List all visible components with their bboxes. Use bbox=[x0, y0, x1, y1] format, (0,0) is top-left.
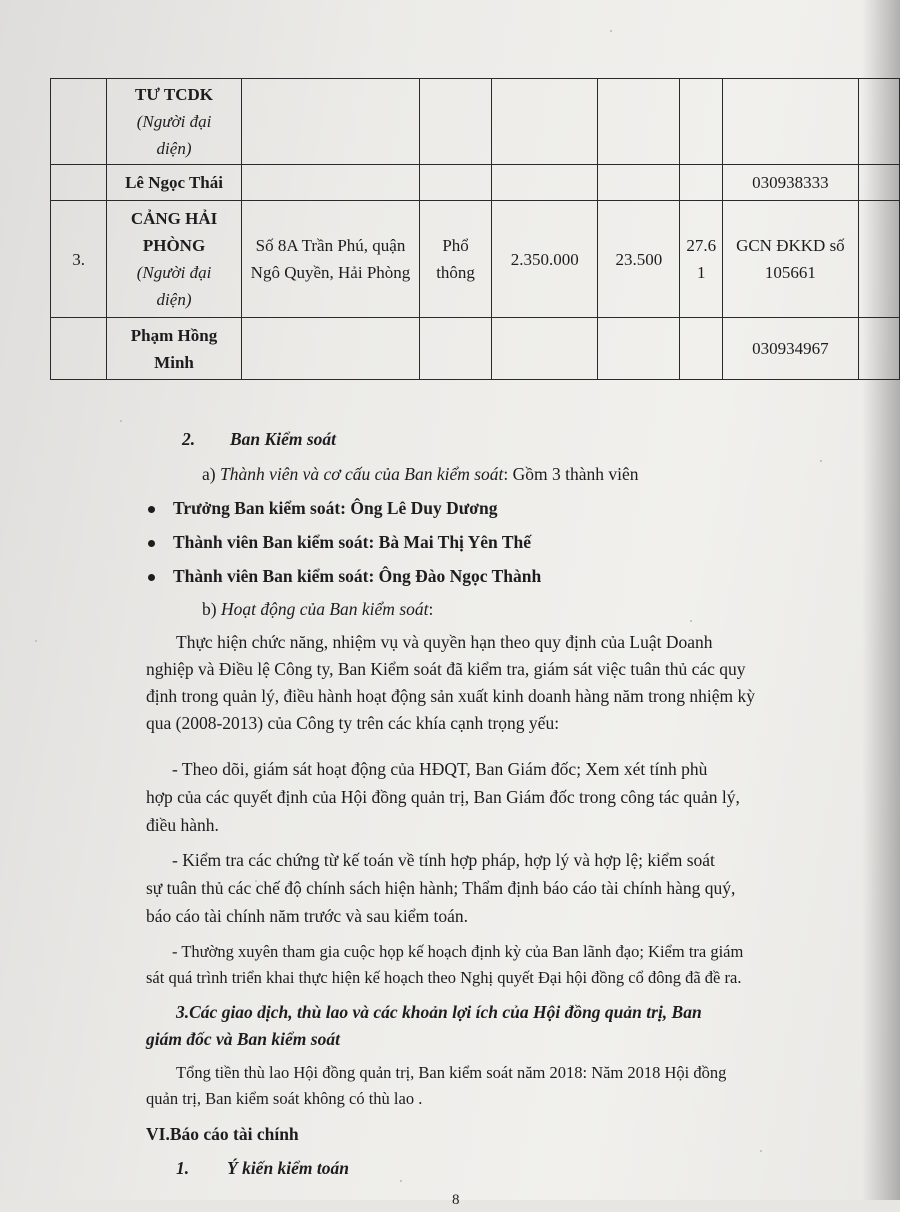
bullet-icon bbox=[148, 506, 155, 513]
intro-line: Thực hiện chức năng, nhiệm vụ và quyền hạn theo quy định của Luật Doanh bbox=[176, 632, 713, 652]
name-line: Minh bbox=[154, 352, 194, 372]
duty-line: - Theo dõi, giám sát hoạt động của HĐQT, Ban Giám đốc; Xem xét tính phù bbox=[172, 759, 708, 779]
section6-title: VI.Báo cáo tài chính bbox=[146, 1124, 299, 1144]
subsection-a bbox=[202, 462, 639, 486]
subsection-a-text: : Gồm 3 thành viên bbox=[503, 464, 639, 484]
value-cell bbox=[598, 79, 680, 165]
duty-line: sự tuân thủ các chế độ chính sách hiện hành; Thẩm định báo cáo tài chính hàng quý, bbox=[146, 878, 736, 898]
address-cell bbox=[241, 79, 419, 165]
name-line: diện) bbox=[156, 290, 192, 309]
address-cell: Số 8A Trần Phú, quận Ngô Quyền, Hải Phòng bbox=[241, 201, 419, 318]
intro-line: nghiệp và Điều lệ Công ty, Ban Kiểm soát đã kiểm tra, giám sát việc tuân thủ các quy bbox=[146, 659, 746, 679]
name-line: Lê Ngọc Thái bbox=[125, 173, 223, 192]
shares-cell bbox=[491, 79, 598, 165]
percent-cell bbox=[680, 79, 723, 165]
section6-sub-title: Ý kiến kiểm toán bbox=[227, 1158, 350, 1178]
subsection-b bbox=[202, 597, 433, 621]
table-row bbox=[51, 201, 900, 318]
percent-cell bbox=[680, 165, 723, 201]
name-line: PHÒNG bbox=[142, 236, 206, 255]
table-row bbox=[51, 165, 900, 201]
empty-cell bbox=[858, 165, 899, 201]
shareholder-name bbox=[107, 165, 242, 201]
duty-line: sát quá trình triển khai thực hiện kế hoạch theo Nghị quyết Đại hội đồng cổ đông đã đề ra. bbox=[146, 968, 742, 987]
intro-line: định trong quản lý, điều hành hoạt động sản xuất kinh doanh hàng năm trong nhiệm kỳ bbox=[146, 686, 755, 706]
address-cell bbox=[241, 318, 419, 380]
section6-sub-number: 1. bbox=[176, 1158, 190, 1178]
row-number bbox=[51, 79, 107, 165]
document-cell: 030934967 bbox=[723, 318, 858, 380]
shareholder-table bbox=[50, 78, 900, 380]
value-cell: 23.500 bbox=[598, 201, 680, 318]
shares-cell bbox=[491, 165, 598, 201]
empty-cell bbox=[858, 201, 899, 318]
bullet-icon bbox=[148, 574, 155, 581]
section2-title: Ban Kiểm soát bbox=[230, 429, 336, 449]
subsection-a-label: a) bbox=[202, 464, 216, 484]
duty-line: - Kiểm tra các chứng từ kế toán về tính hợp pháp, hợp lý và hợp lệ; kiểm soát bbox=[172, 850, 715, 870]
member-item: Thành viên Ban kiểm soát: Bà Mai Thị Yên Thế bbox=[148, 530, 531, 554]
name-line: (Người đại bbox=[136, 112, 212, 131]
shareholder-name bbox=[107, 201, 242, 318]
bullet-icon bbox=[148, 540, 155, 547]
share-type-cell bbox=[420, 79, 492, 165]
name-line: CẢNG HẢI bbox=[130, 209, 218, 228]
table-row bbox=[51, 318, 900, 380]
duty-line: - Thường xuyên tham gia cuộc họp kế hoạch định kỳ của Ban lãnh đạo; Kiểm tra giám bbox=[172, 942, 744, 961]
percent-cell: 27.6 1 bbox=[680, 201, 723, 318]
value-cell bbox=[598, 165, 680, 201]
duty-line: điều hành. bbox=[146, 815, 219, 835]
section2-number: 2. bbox=[182, 429, 196, 449]
intro-line: qua (2008-2013) của Công ty trên các khía cạnh trọng yếu: bbox=[146, 713, 560, 733]
row-number bbox=[51, 165, 107, 201]
subsection-b-label: b) bbox=[202, 599, 217, 619]
name-line: diện) bbox=[156, 139, 192, 158]
row-number: 3. bbox=[51, 201, 107, 318]
subsection-a-heading: Thành viên và cơ cấu của Ban kiểm soát bbox=[219, 464, 504, 484]
member-item: Thành viên Ban kiểm soát: Ông Đào Ngọc Thành bbox=[148, 564, 541, 588]
shares-cell: 2.350.000 bbox=[491, 201, 598, 318]
shares-cell bbox=[491, 318, 598, 380]
percent-cell bbox=[680, 318, 723, 380]
member-item: Trưởng Ban kiểm soát: Ông Lê Duy Dương bbox=[148, 496, 497, 520]
subsection-b-text: : bbox=[428, 599, 434, 619]
duty-line: hợp của các quyết định của Hội đồng quản trị, Ban Giám đốc trong công tác quản lý, bbox=[146, 787, 740, 807]
section3-title: 3.Các giao dịch, thù lao và các khoản lợi ích của Hội đồng quản trị, Ban bbox=[176, 1002, 702, 1022]
value-cell bbox=[598, 318, 680, 380]
shareholder-name bbox=[107, 79, 242, 165]
section3-body: Tổng tiền thù lao Hội đồng quản trị, Ban kiểm soát năm 2018: Năm 2018 Hội đồng bbox=[176, 1063, 727, 1082]
share-type-cell bbox=[420, 165, 492, 201]
document-cell: 030938333 bbox=[723, 165, 858, 201]
duty-line: báo cáo tài chính năm trước và sau kiểm toán. bbox=[146, 906, 468, 926]
section3-title: giám đốc và Ban kiểm soát bbox=[146, 1029, 340, 1049]
page-number: 8 bbox=[452, 1192, 460, 1208]
name-line: Phạm Hồng bbox=[130, 325, 218, 345]
share-type-cell bbox=[420, 318, 492, 380]
row-number bbox=[51, 318, 107, 380]
name-line: TƯ TCDK bbox=[135, 85, 213, 104]
address-cell bbox=[241, 165, 419, 201]
document-cell bbox=[723, 79, 858, 165]
shareholder-name bbox=[107, 318, 242, 380]
document-cell: GCN ĐKKD số 105661 bbox=[723, 201, 858, 318]
share-type-cell: Phổ thông bbox=[420, 201, 492, 318]
name-line: (Người đại bbox=[136, 263, 212, 282]
table-row bbox=[51, 79, 900, 165]
section3-body: quản trị, Ban kiểm soát không có thù lao . bbox=[146, 1089, 423, 1108]
empty-cell bbox=[858, 79, 899, 165]
empty-cell bbox=[858, 318, 899, 380]
subsection-b-heading: Hoạt động của Ban kiểm soát bbox=[220, 599, 429, 619]
